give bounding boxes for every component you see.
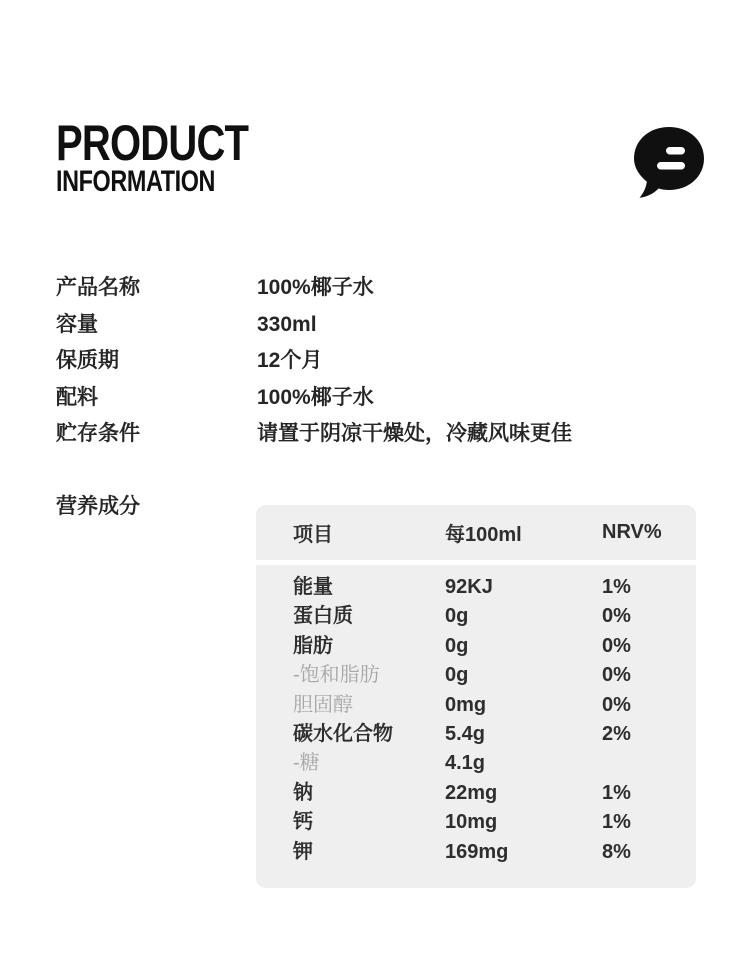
product-info-list xyxy=(56,270,706,453)
info-row-storage xyxy=(56,416,706,453)
nutrient-nrv xyxy=(602,749,688,778)
table-row-fat xyxy=(293,632,688,661)
nutrient-name: 钠 xyxy=(293,781,313,804)
col-header-item: 项目 xyxy=(293,524,333,546)
table-row-potassium xyxy=(293,838,688,867)
nutrient-name: 能量 xyxy=(293,576,333,598)
table-row-energy xyxy=(293,573,688,602)
info-row-shelf-life xyxy=(56,343,706,380)
nutrient-nrv: 0% xyxy=(602,693,631,716)
info-value: 12个月 xyxy=(257,349,323,373)
info-value: 100%椰子水 xyxy=(257,276,374,299)
nutrient-name: -糖 xyxy=(293,752,320,775)
nutrient-nrv: 1% xyxy=(602,811,631,834)
nutrient-nrv: 0% xyxy=(602,605,631,628)
info-label: 配料 xyxy=(56,385,98,409)
table-row-sodium xyxy=(293,779,688,808)
table-row-carbohydrate xyxy=(293,720,688,749)
info-row-product-name xyxy=(56,270,706,307)
nutrient-nrv: 2% xyxy=(602,723,631,746)
info-value: 100%椰子水 xyxy=(257,385,374,409)
speech-bubble-icon xyxy=(630,124,708,198)
info-value: 请置于阴凉干燥处，冷藏风味更佳 xyxy=(257,422,572,446)
table-row-protein xyxy=(293,602,688,631)
nutrient-name: 脂肪 xyxy=(293,634,333,657)
info-row-ingredients xyxy=(56,380,706,417)
col-header-nrv: NRV% xyxy=(602,521,662,543)
nutrient-nrv: 0% xyxy=(602,634,631,657)
nutrient-name: 胆固醇 xyxy=(293,693,353,716)
col-header-per100ml: 每100ml xyxy=(445,524,522,546)
page-title-line1: PRODUCT xyxy=(56,115,249,171)
nutrient-amount: 5.4g xyxy=(445,723,486,746)
info-label: 产品名称 xyxy=(56,276,140,299)
table-row-calcium xyxy=(293,808,688,837)
nutrient-amount: 0g xyxy=(445,634,469,657)
info-row-capacity xyxy=(56,307,706,344)
nutrient-amount: 0mg xyxy=(445,693,487,716)
table-row-sugar xyxy=(293,749,688,778)
nutrition-table xyxy=(256,505,696,888)
table-row-saturated-fat xyxy=(293,661,688,690)
nutrient-name: -饱和脂肪 xyxy=(293,664,380,687)
nutrient-name: 蛋白质 xyxy=(293,605,353,628)
nutrient-amount: 169mg xyxy=(445,840,509,863)
info-label: 贮存条件 xyxy=(56,422,140,446)
nutrient-nrv: 1% xyxy=(602,576,631,598)
nutrient-nrv: 8% xyxy=(602,840,631,863)
page-title-line2: INFORMATION xyxy=(56,165,216,198)
nutrition-section-label: 营养成分 xyxy=(56,495,140,518)
nutrient-amount: 0g xyxy=(445,664,469,687)
nutrient-name: 钾 xyxy=(293,840,313,863)
nutrient-name: 碳水化合物 xyxy=(293,723,393,746)
nutrient-amount: 22mg xyxy=(445,781,498,804)
nutrient-nrv: 0% xyxy=(602,664,631,687)
info-value: 330ml xyxy=(257,312,317,336)
nutrient-name: 钙 xyxy=(293,811,313,834)
nutrition-table-header xyxy=(256,505,696,560)
nutrient-amount: 0g xyxy=(445,605,469,628)
info-label: 容量 xyxy=(56,312,98,336)
nutrient-amount: 10mg xyxy=(445,811,498,834)
table-row-cholesterol xyxy=(293,691,688,720)
nutrition-table-body xyxy=(256,565,696,888)
nutrient-amount: 92KJ xyxy=(445,576,493,598)
nutrient-nrv: 1% xyxy=(602,781,631,804)
info-label: 保质期 xyxy=(56,349,119,373)
nutrient-amount: 4.1g xyxy=(445,752,486,775)
